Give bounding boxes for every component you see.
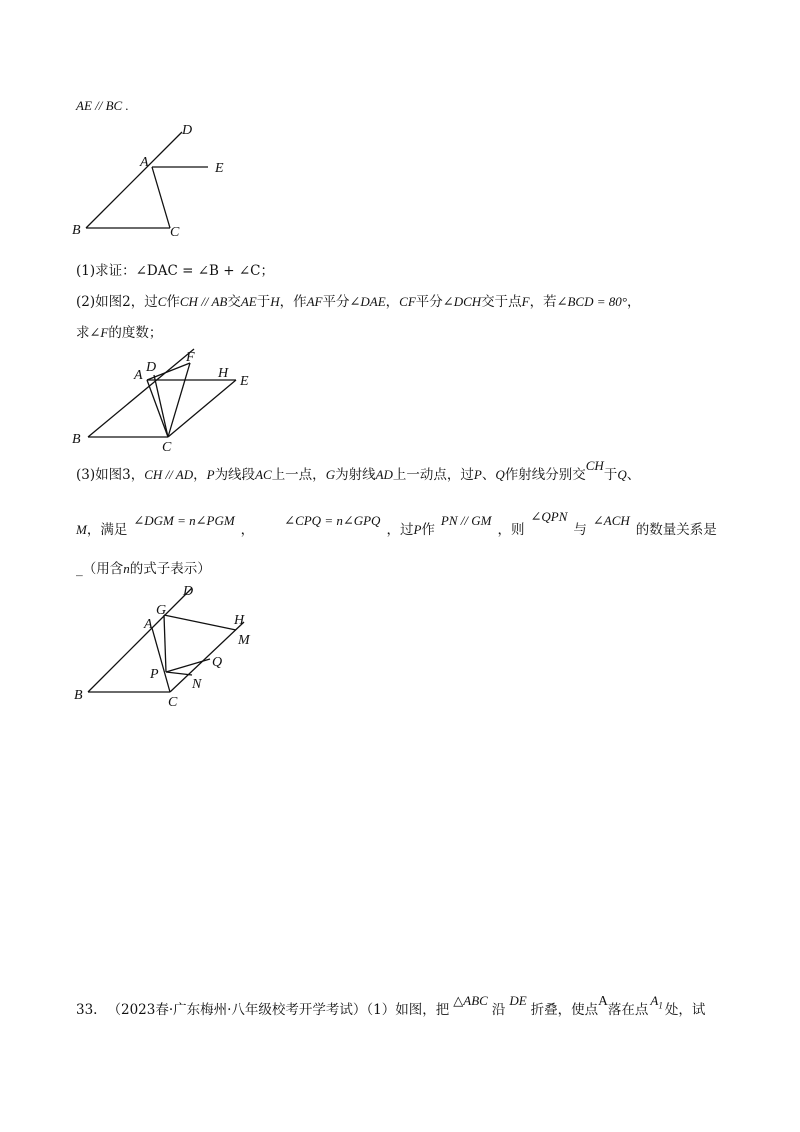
fig3-line-pq: [166, 659, 210, 672]
p3-seg-h: G: [325, 467, 336, 482]
p2-seg-n: CF: [399, 294, 416, 309]
fig3-line-gm: [164, 615, 236, 630]
fig3-line-ac: [152, 628, 170, 692]
fig3-label-p: P: [150, 667, 159, 682]
fig3-line-pn: [166, 672, 192, 675]
fig3-label-h: H: [234, 613, 245, 628]
p2-seg-h: H: [270, 294, 280, 309]
p3b-seg-e: ∠CPQ = n∠GPQ: [284, 513, 381, 528]
fig3-line-ch: [170, 622, 244, 692]
q33-landing: 落在点: [607, 1002, 649, 1018]
p3-seg-d: P: [206, 467, 215, 482]
p2-seg-a: (2)如图2，过: [76, 294, 158, 310]
p3-seg-q: 于: [603, 467, 618, 483]
p3-seg-f: AC: [255, 467, 272, 482]
fig1-label-e: E: [215, 161, 224, 176]
question-33-line: [76, 993, 706, 1024]
fig2-line-ch: [168, 380, 236, 437]
p2-seg-c: 作: [166, 294, 180, 310]
q33-triangle: △ABC: [453, 993, 488, 1008]
p3-seg-o: 作射线分别交: [504, 467, 586, 483]
q33-point-a1-sub: 1: [658, 1000, 663, 1011]
fig3-label-m: M: [238, 633, 250, 648]
p2-seg-o: 平分: [415, 294, 443, 310]
part-3-text-line1: [76, 458, 641, 484]
p3b-seg-g: P: [413, 522, 422, 537]
p2-seg-u: ，: [626, 294, 641, 310]
p3-seg-l: P: [473, 467, 482, 482]
part-1-text: [76, 262, 274, 280]
p2b-seg-c: 的度数；: [108, 325, 163, 341]
fig1-label-a: A: [140, 155, 149, 170]
p3-seg-g: 上一点，: [271, 467, 326, 483]
p3b-seg-d: ，: [240, 522, 255, 538]
p3b-seg-k: ∠QPN: [530, 509, 568, 524]
p3-seg-m: 、: [481, 467, 496, 483]
q33-number: 33.: [76, 1002, 98, 1018]
fig3-label-b: B: [74, 688, 83, 703]
fig3-label-c: C: [168, 695, 178, 710]
fig3-line-gp: [164, 615, 166, 672]
p2-seg-t: ∠BCD = 80°: [556, 294, 627, 309]
p2-seg-g: 于: [256, 294, 271, 310]
p2-seg-b: C: [157, 294, 167, 309]
q33-de: DE: [509, 993, 527, 1008]
q33-source: （2023春·广东梅州·八年级校考开学考试）（1）如图，把: [107, 1002, 450, 1018]
p3-seg-r: Q: [617, 467, 627, 482]
p3-seg-a: (3)如图3，: [76, 467, 145, 483]
p2-seg-d: CH // AB: [179, 294, 228, 309]
p3b-seg-n: 的数量关系是: [635, 522, 717, 538]
q33-point-a: A: [598, 993, 608, 1008]
fig2-label-a: A: [134, 368, 143, 383]
expr-ae-bc: AE // BC .: [76, 98, 129, 113]
q33-point-a1: [650, 993, 663, 1011]
p2-seg-q: 交于点: [481, 294, 522, 310]
p3b-seg-l: 与: [573, 522, 587, 538]
p3b-seg-b: ，满足: [86, 522, 128, 538]
fig3-label-a: A: [144, 617, 153, 632]
fig2-line-cf: [168, 363, 190, 437]
fig1-line-bd: [86, 132, 182, 228]
p3-seg-s: 、: [626, 467, 641, 483]
part-2-text-line2: [76, 324, 162, 342]
p2-seg-s: ，若: [529, 294, 557, 310]
p3-seg-j: AD: [375, 467, 393, 482]
p2-seg-l: ∠DAE: [349, 294, 386, 309]
figure-2: [70, 345, 270, 455]
part-1-statement: (1)求证：∠DAC = ∠B + ∠C；: [76, 263, 274, 279]
fig1-label-d: D: [182, 123, 193, 138]
fig1-label-c: C: [170, 225, 180, 240]
fig2-label-b: B: [72, 432, 81, 447]
p3-seg-c: ，: [193, 467, 207, 483]
fig2-label-c: C: [162, 440, 172, 455]
text-line-ae-parallel-bc: [76, 97, 129, 115]
fig3-line-bd: [88, 588, 192, 692]
p2-seg-e: 交: [227, 294, 241, 310]
p3b-seg-i: PN // GM: [440, 513, 492, 528]
p2b-seg-b: ∠F: [89, 325, 109, 340]
p3b-seg-c: ∠DGM = n∠PGM: [133, 513, 235, 528]
p3b-seg-f: ，过: [386, 522, 414, 538]
figure-1: [70, 118, 270, 248]
p2-seg-p: ∠DCH: [442, 294, 482, 309]
p3b-seg-m: ∠ACH: [592, 513, 630, 528]
p3-seg-e: 为线段: [214, 467, 256, 483]
fig3-label-q: Q: [212, 655, 223, 670]
fig1-label-b: B: [72, 223, 81, 238]
p2-seg-j: AF: [306, 294, 323, 309]
figure-3: [70, 582, 270, 712]
fig1-line-ac: [152, 167, 170, 228]
part-3-text-line2: [76, 509, 717, 539]
p2-seg-k: 平分: [322, 294, 350, 310]
p2-seg-r: F: [521, 294, 530, 309]
p2-seg-f: AE: [240, 294, 257, 309]
fig3-label-g: G: [156, 603, 167, 618]
p3b-seg-j: ，则: [497, 522, 525, 538]
fig2-label-e: E: [240, 374, 249, 389]
p2b-seg-a: 求: [76, 325, 90, 341]
p2-seg-m: ，: [385, 294, 400, 310]
p3-seg-k: 上一动点，过: [392, 467, 474, 483]
fig2-label-h: H: [218, 366, 229, 381]
fig3-label-n: N: [192, 677, 202, 692]
q33-along: 沿: [491, 1002, 506, 1018]
fig2-label-d: D: [146, 360, 157, 375]
q33-end: 处，试: [664, 1002, 706, 1018]
part-2-text-line1: [76, 293, 640, 311]
part-3-text-line3: [76, 560, 211, 578]
q33-fold: 折叠，使点: [530, 1002, 599, 1018]
fig3-label-d: D: [183, 584, 194, 599]
p3-seg-b: CH // AD: [144, 467, 194, 482]
fig2-line-bd: [88, 349, 194, 437]
p3c-seg-a: _（用含: [76, 561, 124, 577]
p3b-seg-a: M: [76, 522, 87, 537]
p3c-seg-b: n: [123, 561, 130, 576]
fig2-label-f: F: [186, 350, 195, 365]
q33-point-a1-letter: A: [650, 993, 659, 1008]
p3-seg-n: Q: [495, 467, 505, 482]
p3-seg-i: 为射线: [335, 467, 376, 483]
p3c-seg-c: 的式子表示）: [129, 561, 211, 577]
p3b-seg-h: 作: [421, 522, 435, 538]
p3-seg-p: CH: [585, 458, 604, 473]
p2-seg-i: ，作: [279, 294, 307, 310]
